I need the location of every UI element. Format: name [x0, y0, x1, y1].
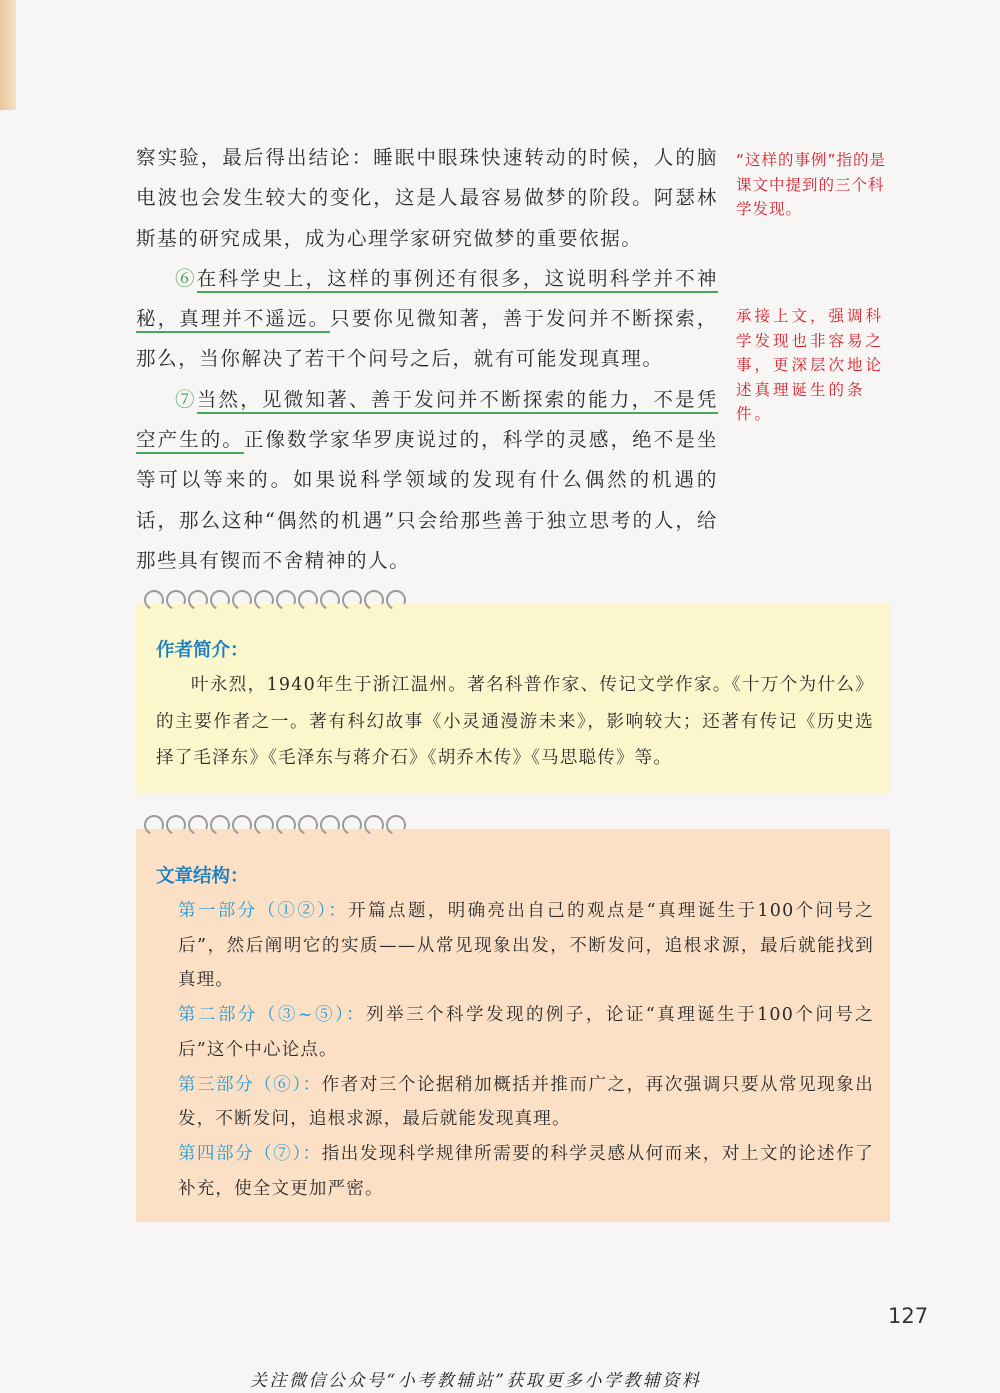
structure-part-3 [178, 1068, 874, 1137]
author-intro-heading: 作者简介： [156, 640, 249, 661]
paragraph-number-6: ⑥ [175, 266, 197, 290]
part-text: 列举三个科学发现的例子，论证“真理诞生于100个问号之后”这个中心论点。 [178, 1005, 874, 1060]
author-intro-box [136, 604, 890, 794]
part-text: 开篇点题，明确亮出自己的观点是“真理诞生于100个问号之后”，然后阐明它的实质——从常见现象出发，不断发问，追根求源，最后就能找到真理。 [178, 901, 874, 991]
article-structure-box [136, 829, 890, 1222]
underlined-key-sentence-7: 当然，见微知著、善于发问并不断探索的能力，不是凭空产生的。 [136, 388, 718, 454]
author-intro-text: 叶永烈，1940年生于浙江温州。著名科普作家、传记文学作家。《十万个为什么》的主要作者之一。著有科幻故事《小灵通漫游未来》，影响较大；还著有传记《历史选择了毛泽东》《毛泽东与蒋介石》《胡乔木传》《马思聪传》等。 [156, 675, 874, 768]
margin-annotation-1: “这样的事例”指的是课文中提到的三个科学发现。 [736, 151, 887, 218]
part-text: 作者对三个论据稍加概括并推而广之，再次强调只要从常见现象出发，不断发问，追根求源，最后就能发现真理。 [178, 1074, 874, 1130]
paragraph-number-7: ⑦ [175, 387, 197, 411]
spiral-binding-icon [144, 590, 408, 618]
part-label: 第二部分（③~⑤）： [178, 1005, 367, 1026]
part-label: 第三部分（⑥）： [178, 1074, 322, 1095]
page-edge-strip [0, 0, 16, 110]
article-body [136, 138, 718, 581]
margin-annotation-2: 承接上文，强调科学发现也非容易之事，更深层次地论述真理诞生的条件。 [736, 307, 885, 423]
paragraph-6 [136, 259, 718, 380]
page-number: 127 [888, 1304, 929, 1328]
article-structure-heading: 文章结构： [156, 866, 249, 887]
paragraph-7-rest: 正像数学家华罗庚说过的，科学的灵感，绝不是坐等可以等来的。如果说科学领域的发现有什么偶然的机遇的话，那么这种“偶然的机遇”只会给那些善于独立思考的人，给那些具有锲而不舍精神的人。 [136, 428, 718, 572]
paragraph-6-rest: 只要你见微知著，善于发问并不断探索，那么，当你解决了若干个问号之后，就有可能发现真理。 [136, 307, 718, 371]
paragraph-continued: 察实验，最后得出结论：睡眠中眼珠快速转动的时候，人的脑电波也会发生较大的变化，这是人最容易做梦的阶段。阿瑟林斯基的研究成果，成为心理学家研究做梦的重要依据。 [136, 146, 718, 250]
structure-part-4 [178, 1137, 874, 1206]
structure-list [178, 894, 874, 1206]
part-label: 第一部分（①②）： [178, 901, 349, 921]
paragraph-7 [136, 380, 718, 581]
underlined-key-sentence-6: 在科学史上，这样的事例还有很多，这说明科学并不神秘，真理并不遥远。 [136, 267, 718, 333]
structure-part-1 [178, 894, 874, 998]
spiral-binding-icon [144, 815, 408, 843]
footer-watermark-note: 关注微信公众号“小考教辅站”获取更多小学教辅资料 [250, 1371, 702, 1391]
part-text: 指出发现科学规律所需要的科学灵感从何而来，对上文的论述作了补充，使全文更加严密。 [178, 1143, 874, 1199]
part-label: 第四部分（⑦）： [178, 1143, 322, 1164]
structure-part-2 [178, 998, 874, 1067]
